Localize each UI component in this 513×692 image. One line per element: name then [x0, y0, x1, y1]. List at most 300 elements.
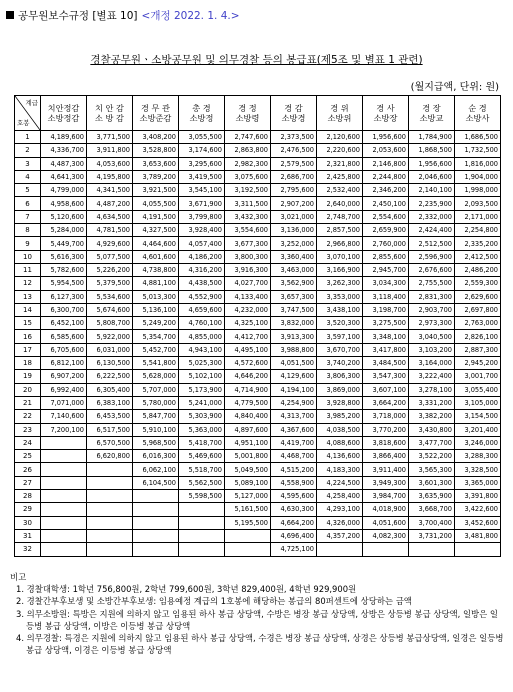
table-row — [15, 210, 501, 223]
salary-cell: 5,120,600 — [41, 210, 87, 223]
salary-cell: 2,244,800 — [363, 170, 409, 183]
salary-cell: 6,130,500 — [87, 357, 133, 370]
table-row — [15, 144, 501, 157]
salary-cell: 3,547,300 — [363, 370, 409, 383]
ho-cell: 7 — [15, 210, 41, 223]
salary-cell: 3,664,200 — [363, 396, 409, 409]
salary-cell: 4,293,100 — [317, 503, 363, 516]
salary-cell: 2,579,500 — [271, 157, 317, 170]
salary-cell: 4,595,600 — [271, 490, 317, 503]
table-row — [15, 263, 501, 276]
salary-cell: 4,495,100 — [225, 343, 271, 356]
table-row — [15, 290, 501, 303]
salary-cell: 4,438,500 — [179, 277, 225, 290]
salary-cell: 3,118,400 — [363, 290, 409, 303]
salary-cell: 5,136,100 — [133, 303, 179, 316]
ho-cell: 15 — [15, 317, 41, 330]
salary-cell: 2,826,100 — [455, 330, 501, 343]
salary-cell — [87, 529, 133, 542]
ho-cell: 20 — [15, 383, 41, 396]
salary-cell: 5,284,000 — [41, 224, 87, 237]
salary-cell: 3,866,400 — [363, 450, 409, 463]
salary-cell: 3,789,200 — [133, 170, 179, 183]
ho-cell: 25 — [15, 450, 41, 463]
salary-cell: 4,943,100 — [179, 343, 225, 356]
ho-cell: 9 — [15, 237, 41, 250]
salary-cell: 3,252,000 — [271, 237, 317, 250]
salary-cell — [87, 516, 133, 529]
salary-cell — [179, 516, 225, 529]
salary-cell: 3,055,500 — [179, 131, 225, 144]
salary-cell: 2,855,600 — [363, 250, 409, 263]
salary-cell: 1,998,000 — [455, 184, 501, 197]
salary-cell: 4,224,500 — [317, 476, 363, 489]
salary-cell: 3,484,500 — [363, 357, 409, 370]
salary-cell: 5,049,500 — [225, 463, 271, 476]
table-row — [15, 197, 501, 210]
salary-cell: 5,808,700 — [87, 317, 133, 330]
salary-cell: 2,760,000 — [363, 237, 409, 250]
salary-cell: 2,171,000 — [455, 210, 501, 223]
salary-cell: 4,929,600 — [87, 237, 133, 250]
salary-cell: 3,653,600 — [133, 157, 179, 170]
salary-cell — [41, 516, 87, 529]
salary-cell — [317, 543, 363, 556]
salary-cell: 3,419,500 — [179, 170, 225, 183]
salary-cell: 5,089,100 — [225, 476, 271, 489]
salary-cell: 4,468,700 — [271, 450, 317, 463]
salary-cell: 3,021,000 — [271, 210, 317, 223]
corner-header — [15, 96, 41, 131]
salary-cell — [179, 543, 225, 556]
salary-cell: 3,430,800 — [409, 423, 455, 436]
table-row — [15, 237, 501, 250]
notes-section — [10, 571, 505, 656]
salary-cell: 4,055,500 — [133, 197, 179, 210]
salary-cell: 3,391,800 — [455, 490, 501, 503]
salary-cell: 2,748,700 — [317, 210, 363, 223]
salary-cell: 3,417,800 — [363, 343, 409, 356]
salary-cell: 4,487,200 — [87, 197, 133, 210]
salary-cell: 6,104,500 — [133, 476, 179, 489]
column-header: 경 무 관 소방준감 — [133, 96, 179, 131]
salary-cell — [87, 503, 133, 516]
salary-cell: 5,910,100 — [133, 423, 179, 436]
salary-table — [14, 95, 501, 557]
column-header: 치 안 감 소 방 감 — [87, 96, 133, 131]
table-title-text: 경찰공무원ㆍ소방공무원 및 의무경찰 등의 봉급표 — [90, 54, 317, 66]
salary-cell: 3,222,400 — [409, 370, 455, 383]
table-row — [15, 423, 501, 436]
salary-cell: 3,554,600 — [225, 224, 271, 237]
salary-cell — [41, 543, 87, 556]
salary-cell: 4,053,600 — [87, 157, 133, 170]
salary-cell — [41, 490, 87, 503]
salary-cell: 3,288,300 — [455, 450, 501, 463]
table-row — [15, 184, 501, 197]
salary-cell: 5,226,200 — [87, 263, 133, 276]
salary-cell: 1,904,000 — [455, 170, 501, 183]
table-row — [15, 476, 501, 489]
salary-cell: 3,201,400 — [455, 423, 501, 436]
salary-cell: 3,174,600 — [179, 144, 225, 157]
salary-cell: 7,200,100 — [41, 423, 87, 436]
salary-cell: 5,161,500 — [225, 503, 271, 516]
table-row — [15, 370, 501, 383]
ho-cell: 11 — [15, 263, 41, 276]
salary-cell: 3,520,300 — [317, 317, 363, 330]
table-row — [15, 277, 501, 290]
salary-cell: 2,046,600 — [409, 170, 455, 183]
salary-cell — [179, 529, 225, 542]
column-header: 경 사 소방장 — [363, 96, 409, 131]
salary-cell: 3,565,300 — [409, 463, 455, 476]
salary-cell: 6,812,100 — [41, 357, 87, 370]
salary-cell: 2,425,800 — [317, 170, 363, 183]
salary-cell: 2,554,600 — [363, 210, 409, 223]
salary-cell: 5,534,600 — [87, 290, 133, 303]
salary-cell: 3,136,000 — [271, 224, 317, 237]
salary-cell: 3,984,700 — [363, 490, 409, 503]
salary-cell: 3,671,900 — [179, 197, 225, 210]
salary-cell: 4,082,300 — [363, 529, 409, 542]
salary-cell: 3,928,400 — [179, 224, 225, 237]
salary-cell: 4,254,900 — [271, 396, 317, 409]
salary-cell: 2,629,600 — [455, 290, 501, 303]
table-row — [15, 357, 501, 370]
table-row — [15, 330, 501, 343]
ho-cell: 18 — [15, 357, 41, 370]
salary-cell: 4,341,500 — [87, 184, 133, 197]
corner-ho-label: 호봉 — [17, 119, 30, 127]
salary-cell: 4,840,400 — [225, 410, 271, 423]
salary-cell: 5,173,900 — [179, 383, 225, 396]
ho-cell: 3 — [15, 157, 41, 170]
salary-cell — [133, 490, 179, 503]
salary-cell: 2,346,200 — [363, 184, 409, 197]
salary-cell: 1,868,500 — [409, 144, 455, 157]
salary-cell: 3,452,600 — [455, 516, 501, 529]
salary-cell: 5,562,500 — [179, 476, 225, 489]
salary-cell: 5,628,000 — [133, 370, 179, 383]
salary-cell: 2,532,400 — [317, 184, 363, 197]
table-row — [15, 343, 501, 356]
salary-cell: 2,321,800 — [317, 157, 363, 170]
salary-cell: 6,570,500 — [87, 436, 133, 449]
salary-cell: 1,816,000 — [455, 157, 501, 170]
salary-cell: 4,357,200 — [317, 529, 363, 542]
salary-cell: 5,001,800 — [225, 450, 271, 463]
table-row — [15, 436, 501, 449]
table-title — [0, 52, 513, 67]
salary-cell: 2,686,700 — [271, 170, 317, 183]
salary-cell: 4,897,600 — [225, 423, 271, 436]
salary-cell: 3,771,500 — [87, 131, 133, 144]
salary-cell: 4,779,500 — [225, 396, 271, 409]
table-row — [15, 463, 501, 476]
salary-cell: 4,572,600 — [225, 357, 271, 370]
salary-cell — [179, 503, 225, 516]
table-row — [15, 529, 501, 542]
square-bullet-icon — [6, 11, 14, 19]
salary-cell: 2,486,200 — [455, 263, 501, 276]
salary-cell: 2,659,900 — [363, 224, 409, 237]
salary-cell: 5,782,600 — [41, 263, 87, 276]
salary-cell: 7,071,000 — [41, 396, 87, 409]
salary-cell: 4,659,600 — [179, 303, 225, 316]
salary-cell: 3,635,900 — [409, 490, 455, 503]
salary-cell: 2,903,700 — [409, 303, 455, 316]
salary-cell: 3,070,100 — [317, 250, 363, 263]
salary-cell — [87, 490, 133, 503]
salary-cell: 6,620,800 — [87, 450, 133, 463]
salary-cell: 3,607,100 — [363, 383, 409, 396]
ho-cell: 27 — [15, 476, 41, 489]
salary-cell: 3,747,500 — [271, 303, 317, 316]
salary-cell: 6,222,500 — [87, 370, 133, 383]
salary-cell: 3,949,300 — [363, 476, 409, 489]
salary-cell: 3,001,700 — [455, 370, 501, 383]
salary-cell: 2,146,800 — [363, 157, 409, 170]
salary-cell: 3,328,500 — [455, 463, 501, 476]
salary-cell: 4,183,300 — [317, 463, 363, 476]
salary-cell: 3,154,500 — [455, 410, 501, 423]
ho-cell: 13 — [15, 290, 41, 303]
salary-cell: 2,982,300 — [225, 157, 271, 170]
ho-cell: 28 — [15, 490, 41, 503]
table-row — [15, 157, 501, 170]
table-row — [15, 317, 501, 330]
salary-cell: 6,127,300 — [41, 290, 87, 303]
corner-grade-label: 계급 — [25, 99, 38, 107]
ho-cell: 6 — [15, 197, 41, 210]
salary-cell: 4,641,300 — [41, 170, 87, 183]
salary-cell: 4,630,300 — [271, 503, 317, 516]
salary-cell: 3,916,300 — [225, 263, 271, 276]
salary-cell: 6,907,200 — [41, 370, 87, 383]
salary-cell: 2,332,000 — [409, 210, 455, 223]
salary-cell: 1,732,500 — [455, 144, 501, 157]
revision-note: <개정 2022. 1. 4.> — [141, 10, 240, 22]
salary-cell: 3,921,500 — [133, 184, 179, 197]
salary-cell: 3,668,700 — [409, 503, 455, 516]
salary-cell: 2,945,200 — [455, 357, 501, 370]
salary-cell: 2,093,500 — [455, 197, 501, 210]
salary-cell: 3,295,600 — [179, 157, 225, 170]
salary-cell: 4,027,700 — [225, 277, 271, 290]
salary-cell: 7,140,600 — [41, 410, 87, 423]
salary-cell: 3,832,000 — [271, 317, 317, 330]
table-row — [15, 450, 501, 463]
ho-cell: 29 — [15, 503, 41, 516]
salary-cell: 4,018,900 — [363, 503, 409, 516]
salary-cell: 4,760,100 — [179, 317, 225, 330]
salary-cell: 3,198,700 — [363, 303, 409, 316]
salary-cell: 5,847,700 — [133, 410, 179, 423]
salary-cell: 3,382,200 — [409, 410, 455, 423]
column-header: 경 위 소방위 — [317, 96, 363, 131]
ho-cell: 21 — [15, 396, 41, 409]
salary-cell: 4,367,600 — [271, 423, 317, 436]
salary-cell: 2,831,300 — [409, 290, 455, 303]
salary-cell: 3,818,600 — [363, 436, 409, 449]
salary-cell: 4,951,100 — [225, 436, 271, 449]
document-name: 공무원보수규정 [별표 10] — [18, 10, 138, 22]
salary-cell: 5,418,700 — [179, 436, 225, 449]
salary-cell: 4,325,100 — [225, 317, 271, 330]
salary-cell: 1,956,600 — [363, 131, 409, 144]
salary-cell: 2,676,600 — [409, 263, 455, 276]
salary-cell: 4,088,600 — [317, 436, 363, 449]
ho-cell: 31 — [15, 529, 41, 542]
notes-list — [10, 583, 505, 656]
ho-cell: 26 — [15, 463, 41, 476]
salary-cell: 3,331,200 — [409, 396, 455, 409]
ho-cell: 22 — [15, 410, 41, 423]
salary-cell: 2,755,500 — [409, 277, 455, 290]
salary-cell: 4,316,200 — [179, 263, 225, 276]
column-header: 순 경 소방사 — [455, 96, 501, 131]
salary-cell: 4,487,300 — [41, 157, 87, 170]
salary-cell: 2,945,700 — [363, 263, 409, 276]
unit-note: (월지급액, 단위: 원) — [410, 82, 499, 93]
salary-cell: 5,968,500 — [133, 436, 179, 449]
salary-cell: 4,601,600 — [133, 250, 179, 263]
ho-cell: 19 — [15, 370, 41, 383]
ho-cell: 4 — [15, 170, 41, 183]
salary-cell: 3,913,300 — [271, 330, 317, 343]
salary-cell: 3,262,300 — [317, 277, 363, 290]
salary-cell: 2,763,000 — [455, 317, 501, 330]
ho-cell: 30 — [15, 516, 41, 529]
ho-cell: 23 — [15, 423, 41, 436]
salary-cell: 2,220,600 — [317, 144, 363, 157]
salary-cell: 2,640,000 — [317, 197, 363, 210]
ho-cell: 2 — [15, 144, 41, 157]
salary-cell: 3,275,500 — [363, 317, 409, 330]
salary-cell — [87, 543, 133, 556]
salary-cell: 3,246,000 — [455, 436, 501, 449]
ho-cell: 8 — [15, 224, 41, 237]
salary-cell: 4,186,200 — [179, 250, 225, 263]
salary-cell: 2,424,400 — [409, 224, 455, 237]
salary-cell: 3,522,200 — [409, 450, 455, 463]
table-row — [15, 516, 501, 529]
salary-cell: 2,795,600 — [271, 184, 317, 197]
salary-cell: 3,311,500 — [225, 197, 271, 210]
column-header: 경 정 소방령 — [225, 96, 271, 131]
salary-cell: 3,528,800 — [133, 144, 179, 157]
salary-cell: 6,517,500 — [87, 423, 133, 436]
note-item: 4. 의무경찰: 특경은 지원에 의하지 않고 임용된 하사 봉급 상당액, 수경은 병장 봉급 상당액, 상경은 상등병 봉급상당액, 일경은 일등병 봉급 상당액, 이경은 이등병 봉급 상당액 — [16, 633, 504, 656]
salary-cell: 2,887,300 — [455, 343, 501, 356]
salary-cell: 3,164,000 — [409, 357, 455, 370]
salary-cell: 2,747,600 — [225, 131, 271, 144]
salary-cell: 4,057,400 — [179, 237, 225, 250]
salary-cell: 2,254,800 — [455, 224, 501, 237]
salary-cell — [41, 503, 87, 516]
salary-cell — [225, 529, 271, 542]
salary-cell: 3,438,100 — [317, 303, 363, 316]
salary-cell: 5,077,500 — [87, 250, 133, 263]
salary-cell: 3,365,000 — [455, 476, 501, 489]
column-header: 치안정감 소방정감 — [41, 96, 87, 131]
salary-cell: 3,432,300 — [225, 210, 271, 223]
table-row — [15, 224, 501, 237]
salary-cell: 6,383,100 — [87, 396, 133, 409]
salary-cell — [87, 476, 133, 489]
salary-cell: 4,189,600 — [41, 131, 87, 144]
salary-cell: 2,966,800 — [317, 237, 363, 250]
salary-cell: 4,326,000 — [317, 516, 363, 529]
salary-cell — [87, 463, 133, 476]
salary-cell: 5,518,700 — [179, 463, 225, 476]
salary-cell — [133, 543, 179, 556]
salary-cell — [41, 529, 87, 542]
salary-cell: 2,335,200 — [455, 237, 501, 250]
salary-cell — [225, 543, 271, 556]
salary-cell: 2,512,500 — [409, 237, 455, 250]
salary-cell: 4,781,500 — [87, 224, 133, 237]
note-item: 2. 경찰간부후보생 및 소방간부후보생: 임용예정 계급의 1호봉에 해당하는 봉급의 80퍼센트에 상당하는 금액 — [16, 596, 412, 607]
salary-cell: 3,034,300 — [363, 277, 409, 290]
salary-cell: 5,780,000 — [133, 396, 179, 409]
salary-cell: 5,249,200 — [133, 317, 179, 330]
salary-cell — [409, 543, 455, 556]
salary-cell — [41, 436, 87, 449]
ho-cell: 12 — [15, 277, 41, 290]
salary-cell: 3,192,500 — [225, 184, 271, 197]
salary-cell — [41, 463, 87, 476]
salary-cell: 5,707,000 — [133, 383, 179, 396]
column-header: 경 장 소방교 — [409, 96, 455, 131]
salary-cell: 5,541,800 — [133, 357, 179, 370]
salary-cell: 3,677,300 — [225, 237, 271, 250]
ho-cell: 5 — [15, 184, 41, 197]
salary-cell: 4,646,200 — [225, 370, 271, 383]
salary-cell: 2,973,300 — [409, 317, 455, 330]
salary-cell: 3,463,000 — [271, 263, 317, 276]
salary-cell: 4,194,100 — [271, 383, 317, 396]
salary-cell: 4,136,600 — [317, 450, 363, 463]
salary-cell: 1,956,600 — [409, 157, 455, 170]
salary-cell: 2,373,500 — [271, 131, 317, 144]
salary-cell: 4,664,200 — [271, 516, 317, 529]
salary-cell: 3,408,200 — [133, 131, 179, 144]
salary-cell: 3,348,100 — [363, 330, 409, 343]
salary-cell: 4,881,100 — [133, 277, 179, 290]
table-row — [15, 490, 501, 503]
salary-cell: 3,166,900 — [317, 263, 363, 276]
salary-cell: 6,016,300 — [133, 450, 179, 463]
salary-cell — [363, 543, 409, 556]
salary-cell: 1,784,900 — [409, 131, 455, 144]
salary-cell: 5,195,500 — [225, 516, 271, 529]
salary-cell: 5,379,500 — [87, 277, 133, 290]
salary-cell: 3,800,300 — [225, 250, 271, 263]
salary-cell: 4,634,500 — [87, 210, 133, 223]
ho-cell: 10 — [15, 250, 41, 263]
salary-cell: 4,133,400 — [225, 290, 271, 303]
table-row — [15, 396, 501, 409]
salary-cell: 2,476,500 — [271, 144, 317, 157]
salary-cell: 1,686,500 — [455, 131, 501, 144]
salary-cell: 5,922,000 — [87, 330, 133, 343]
salary-cell: 2,907,200 — [271, 197, 317, 210]
salary-cell: 3,985,200 — [317, 410, 363, 423]
salary-cell: 4,051,600 — [363, 516, 409, 529]
salary-cell: 4,051,500 — [271, 357, 317, 370]
